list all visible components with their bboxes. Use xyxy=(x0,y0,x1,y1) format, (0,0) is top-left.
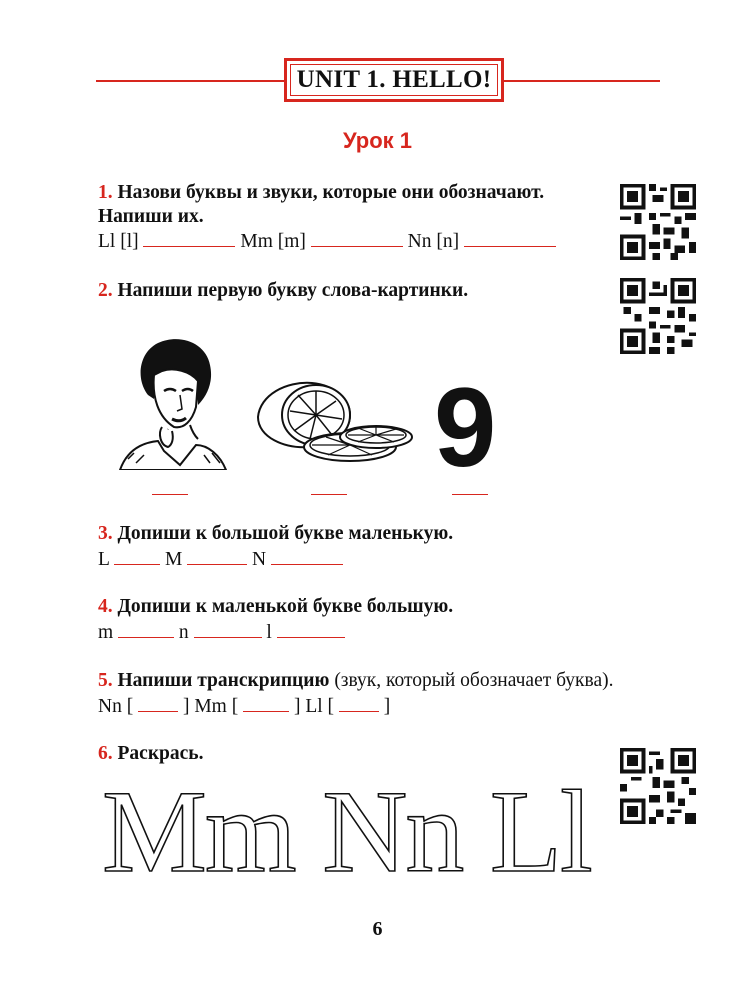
task-4-item-l: l xyxy=(266,622,272,643)
task-1-item-l: Ll [l] xyxy=(98,231,139,252)
task-5-number: 5. xyxy=(98,670,113,691)
task-2-text: Напиши первую букву слова-картинки. xyxy=(117,280,469,301)
task-2-number: 2. xyxy=(98,280,113,301)
qr-code-icon xyxy=(620,278,696,354)
answer-blank[interactable] xyxy=(118,621,174,638)
answer-blank[interactable] xyxy=(464,230,556,247)
answer-blank[interactable] xyxy=(114,548,160,565)
task-5-heading xyxy=(98,670,614,692)
task-1-text: Назови буквы и звуки, которые они обозначают. xyxy=(117,182,545,203)
answer-blank[interactable] xyxy=(452,478,488,495)
answer-blank[interactable] xyxy=(277,621,345,638)
task-4-item-n: n xyxy=(178,622,189,643)
task-1-heading xyxy=(98,182,544,204)
task-1-number: 1. xyxy=(98,182,113,203)
qr-code-icon xyxy=(620,184,696,260)
task-4-number: 4. xyxy=(98,596,113,617)
task-6-text: Раскрась. xyxy=(117,743,204,764)
qr-code-icon xyxy=(620,748,696,824)
task-3-item-l: L xyxy=(98,549,110,570)
unit-title-box xyxy=(284,58,504,102)
task-5-close-bracket: ] xyxy=(383,696,391,717)
task-5-item-nn: Nn [ xyxy=(98,696,134,717)
task-3-number: 3. xyxy=(98,523,113,544)
task-3-answer-line xyxy=(98,548,343,571)
header-rule-left xyxy=(96,80,286,82)
task-6-heading xyxy=(98,743,204,765)
task-5-answer-line xyxy=(98,695,390,718)
task-3-text: Допиши к большой букве маленькую. xyxy=(117,523,454,544)
lemon-picture xyxy=(250,375,415,470)
task-6-number: 6. xyxy=(98,743,113,764)
number-nine-picture: 9 xyxy=(434,365,497,490)
outline-letters xyxy=(100,775,610,885)
task-2-heading xyxy=(98,280,468,302)
task-5-item-ll: ] Ll [ xyxy=(293,696,335,717)
page-number: 6 xyxy=(372,918,383,940)
task-1-item-n: Nn [n] xyxy=(407,231,460,252)
answer-blank[interactable] xyxy=(243,695,289,712)
answer-blank[interactable] xyxy=(311,478,347,495)
task-3-item-n: N xyxy=(252,549,267,570)
task-1-heading-line2: Напиши их. xyxy=(98,206,204,227)
task-3-heading xyxy=(98,523,453,545)
answer-blank[interactable] xyxy=(138,695,178,712)
task-1-item-m: Mm [m] xyxy=(240,231,306,252)
task-5-text: Напиши транскрипцию xyxy=(117,670,330,691)
task-1-answer-line xyxy=(98,230,556,253)
woman-picture xyxy=(118,335,228,470)
answer-blank[interactable] xyxy=(187,548,247,565)
task-4-item-m: m xyxy=(98,622,114,643)
answer-blank[interactable] xyxy=(311,230,403,247)
task-4-heading xyxy=(98,596,453,618)
answer-blank[interactable] xyxy=(339,695,379,712)
outline-letters-text: Mm Nn Ll xyxy=(102,775,591,885)
answer-blank[interactable] xyxy=(194,621,262,638)
task-3-item-m: M xyxy=(164,549,183,570)
answer-blank[interactable] xyxy=(152,478,188,495)
answer-blank[interactable] xyxy=(143,230,235,247)
header-rule-right xyxy=(503,80,660,82)
task-4-text: Допиши к маленькой букве большую. xyxy=(117,596,454,617)
task-4-answer-line xyxy=(98,621,345,644)
task-5-item-mm: ] Mm [ xyxy=(182,696,239,717)
unit-title: UNIT 1. HELLO! xyxy=(296,66,492,93)
lesson-title: Урок 1 xyxy=(342,128,413,153)
task-5-note: (звук, который обозначает буква). xyxy=(334,670,614,691)
answer-blank[interactable] xyxy=(271,548,343,565)
